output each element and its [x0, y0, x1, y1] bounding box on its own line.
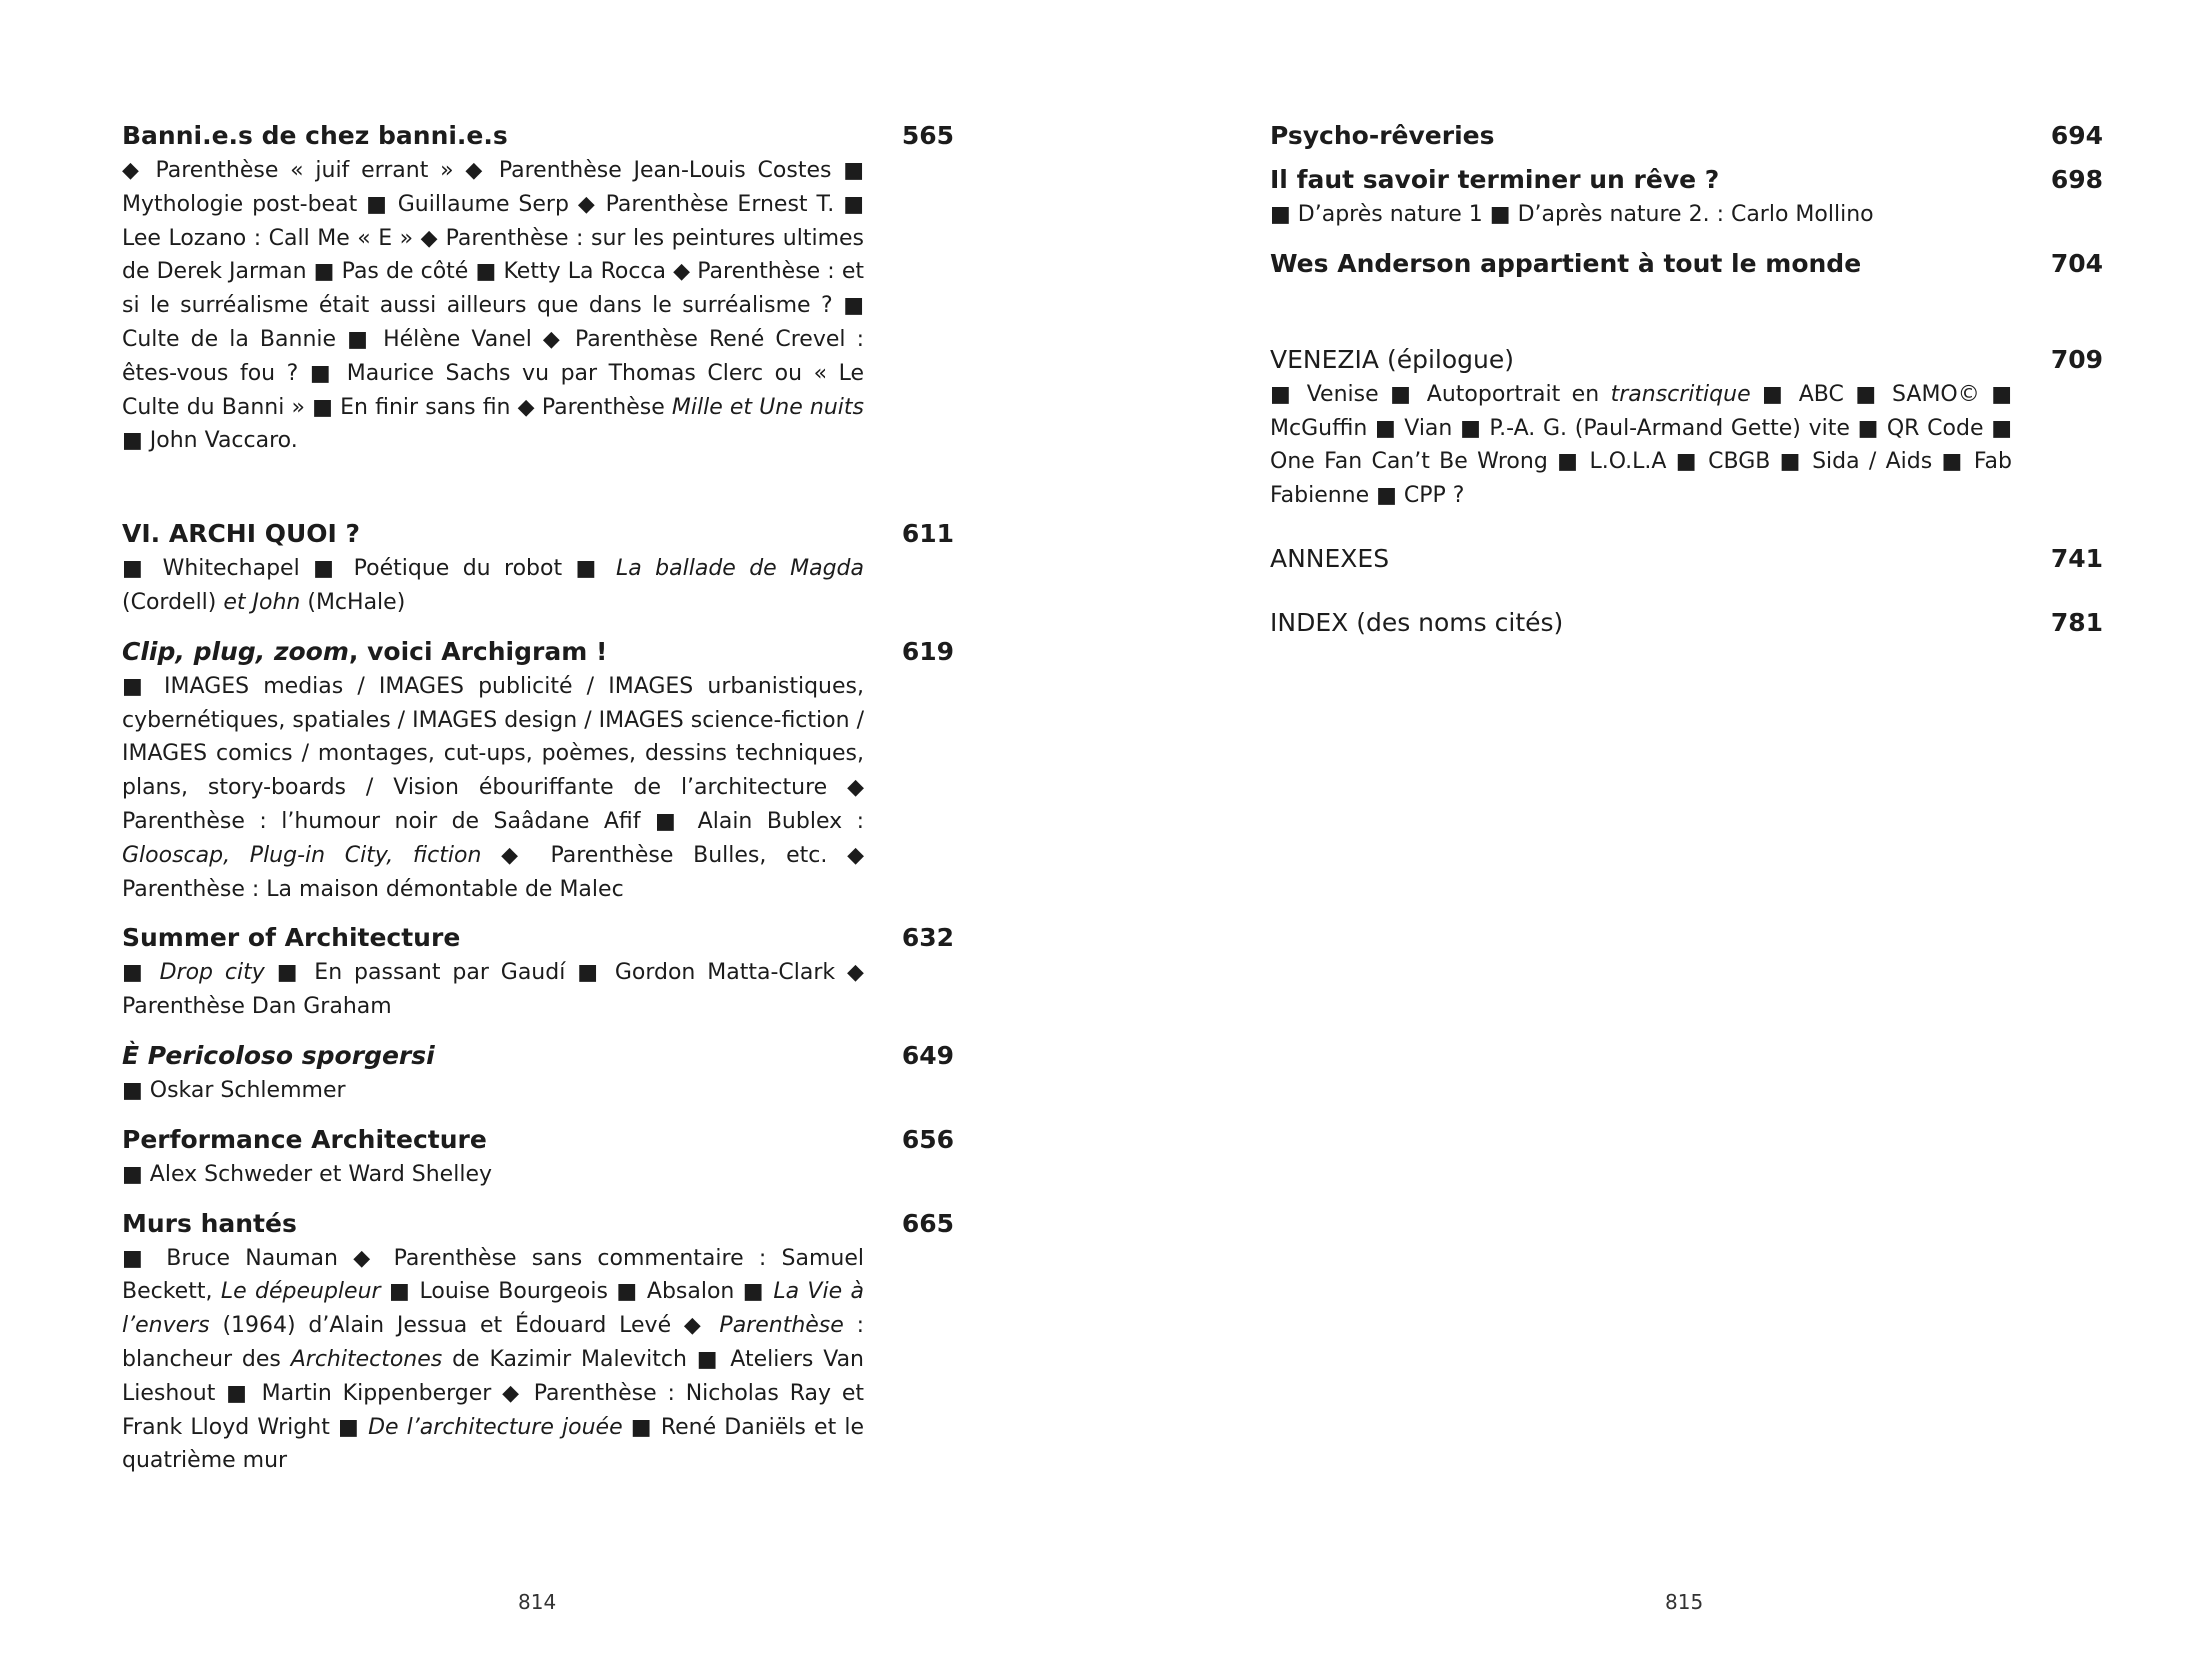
toc-entry — [1270, 162, 2103, 232]
entry-description — [122, 1074, 864, 1108]
desc-text: (1964) d’Alain Jessua et Édouard Levé ◆ — [209, 1313, 720, 1339]
entry-page-number: 619 — [901, 636, 954, 666]
entry-heading-row — [122, 634, 954, 670]
desc-text-italic: Glooscap, Plug-in City, fiction — [122, 842, 482, 868]
left-page — [0, 0, 1102, 1654]
entry-description — [122, 1158, 864, 1192]
entry-heading-row — [1270, 605, 2103, 641]
desc-text: ◆ Parenthèse « juif errant » ◆ Parenthèse Jean-Louis Costes ■ Mythologie post-beat ■ Guillaume Serp ◆ Parenthèse Ernest T. ■ Lee Lozano : Call Me « E » ◆ Parenthèse : sur les peintures ultimes de Derek Jarman ■ Pas de côté ■ Ketty La Rocca ◆ Parenthèse : et si le surréalisme était aussi ailleurs que dans le surréalisme ? ■ Culte de la Bannie ■ Hélène Vanel ◆ Parenthèse René Crevel : êtes-vous fou ? ■ Maurice Sachs vu par Thomas Clerc ou « Le Culte du Banni » ■ En finir sans fin ◆ Parenthèse — [122, 158, 864, 420]
entry-page-number: 781 — [2050, 607, 2103, 637]
entry-title: Summer of Architecture — [122, 923, 461, 953]
toc-entry — [1270, 605, 2103, 641]
section-title: VENEZIA (épilogue) — [1270, 344, 1514, 374]
desc-text-italic: La Vie à l’envers — [122, 1279, 864, 1339]
entry-page-number: 698 — [2050, 165, 2103, 194]
desc-text: de Kazimir Malevitch ■ Ateliers Van Lieshout ■ Martin Kippenberger ◆ Parenthèse : Nicholas Ray et Frank Lloyd Wright ■ — [122, 1346, 864, 1440]
entry-description — [122, 552, 864, 620]
desc-text: ■ ABC ■ SAMO© ■ McGuffin ■ Vian ■ P.-A. G. (Paul-Armand Gette) vite ■ QR Code ■ One Fan Can’t Be Wrong ■ L.O.L.A ■ CBGB ■ Sida / Aids ■ Fab Fabienne ■ CPP ? — [1270, 381, 2012, 509]
entry-title: Psycho-rêveries — [1270, 121, 1495, 150]
desc-text: (McHale) — [300, 589, 406, 615]
right-page — [1102, 0, 2205, 1654]
desc-text: ■ IMAGES medias / IMAGES publicité / IMAGES urbanistiques, cybernétiques, spatiales / IMAGES design / IMAGES science-fiction / IMAGES comics / montages, cut-ups, poèmes, dessins techniques, plans, story-boards / Vision ébouriffante de l’architecture ◆ Parenthèse : l’humour noir de Saâdane Afif ■ Alain Bublex : — [122, 673, 864, 834]
entry-page-number: 649 — [901, 1040, 954, 1070]
entry-title: Murs hantés — [122, 1208, 297, 1238]
desc-text: ■ — [122, 960, 160, 986]
desc-text: (Cordell) — [122, 589, 224, 615]
desc-text: ■ Venise ■ Autoportrait en — [1270, 381, 1611, 407]
entry-heading-row — [122, 1122, 954, 1158]
entry-description — [122, 1242, 864, 1479]
desc-text-italic: La ballade de Magda — [616, 556, 864, 582]
toc-entry — [1270, 246, 2103, 282]
toc-entry — [122, 1122, 954, 1192]
desc-text: ■ John Vaccaro. — [122, 428, 298, 454]
desc-text: ■ En passant par Gaudí ■ Gordon Matta-Clark ◆ Parenthèse Dan Graham — [122, 960, 864, 1020]
entry-page-number: 694 — [2050, 121, 2103, 150]
toc-entry — [122, 634, 954, 907]
entry-heading-row — [1270, 541, 2103, 577]
entry-page-number: 704 — [2050, 248, 2103, 278]
toc-entry — [122, 1038, 954, 1108]
title-text: , voici Archigram ! — [348, 636, 608, 666]
desc-text-italic: Drop city — [159, 960, 265, 986]
toc-entry — [122, 516, 954, 620]
entry-page-number: 741 — [2050, 543, 2103, 573]
toc-column-left — [122, 118, 954, 1492]
desc-text: : blancheur des — [122, 1313, 865, 1372]
desc-text-italic: Parenthèse — [719, 1313, 844, 1339]
desc-text-italic: transcritique — [1610, 381, 1751, 407]
desc-text-italic: Mille et Une nuits — [671, 394, 864, 420]
title-italic: È Pericoloso sporgersi — [122, 1040, 435, 1070]
desc-text: ■ Whitechapel ■ Poétique du robot ■ — [122, 556, 617, 582]
desc-text: ◆ Parenthèse Bulles, etc. ◆ Parenthèse : La maison démontable de Malec — [122, 842, 864, 902]
toc-entry — [122, 920, 954, 1024]
desc-text-italic: De l’architecture jouée — [368, 1414, 623, 1440]
entry-heading-row — [122, 1038, 954, 1074]
folio-page-number: 814 — [518, 1590, 557, 1614]
entry-heading-row — [122, 1206, 954, 1242]
entry-title: Performance Architecture — [122, 1124, 487, 1154]
folio-page-number: 815 — [1665, 1590, 1704, 1614]
toc-entry — [1270, 118, 2103, 154]
entry-page-number: 665 — [901, 1208, 954, 1238]
entry-page-number: 565 — [901, 121, 954, 150]
desc-text: ■ Louise Bourgeois ■ Absalon ■ — [380, 1279, 774, 1305]
entry-page-number: 656 — [901, 1124, 954, 1154]
entry-heading-row — [122, 516, 954, 552]
entry-heading-row — [122, 920, 954, 956]
entry-title: Banni.e.s de chez banni.e.s — [122, 121, 508, 150]
desc-text: ■ Bruce Nauman ◆ Parenthèse sans commentaire : Samuel Beckett, — [122, 1245, 864, 1305]
entry-description — [122, 956, 864, 1024]
toc-entry — [122, 1206, 954, 1479]
entry-page-number: 709 — [2050, 344, 2103, 374]
entry-title — [122, 634, 607, 670]
entry-description — [1270, 198, 2012, 232]
desc-text: ■ Alex Schweder et Ward Shelley — [122, 1161, 492, 1187]
title-italic: Clip, plug, zoom — [122, 636, 349, 666]
entry-title: Il faut savoir terminer un rêve ? — [1270, 165, 1720, 194]
entry-page-number: 632 — [901, 923, 954, 953]
toc-entry — [1270, 342, 2103, 513]
entry-description — [122, 154, 864, 458]
desc-text: ■ René Daniëls et le quatrième mur — [122, 1414, 864, 1474]
section-title: INDEX (des noms cités) — [1270, 607, 1564, 637]
entry-page-number: 611 — [901, 519, 954, 549]
entry-heading-row — [1270, 246, 2103, 282]
entry-heading-row — [1270, 342, 2103, 378]
desc-text-italic: Le dépeupleur — [220, 1279, 381, 1305]
desc-text: ■ Oskar Schlemmer — [122, 1077, 346, 1103]
entry-heading-row — [1270, 162, 2103, 198]
section-title: VI. ARCHI QUOI ? — [122, 519, 361, 549]
toc-entry — [1270, 541, 2103, 577]
toc-column-right — [1270, 118, 2103, 655]
entry-heading-row — [1270, 118, 2103, 154]
desc-text: ■ D’après nature 1 ■ D’après nature 2. : Carlo Mollino — [1270, 202, 1874, 227]
desc-text-italic: et John — [223, 589, 301, 615]
toc-entry — [122, 118, 954, 458]
entry-title — [122, 1038, 435, 1074]
section-title: ANNEXES — [1270, 543, 1390, 573]
entry-title: Wes Anderson appartient à tout le monde — [1270, 248, 1862, 278]
desc-text-italic: Architectones — [290, 1346, 443, 1372]
entry-heading-row — [122, 118, 954, 154]
entry-description — [1270, 378, 2012, 513]
entry-description — [122, 670, 864, 907]
